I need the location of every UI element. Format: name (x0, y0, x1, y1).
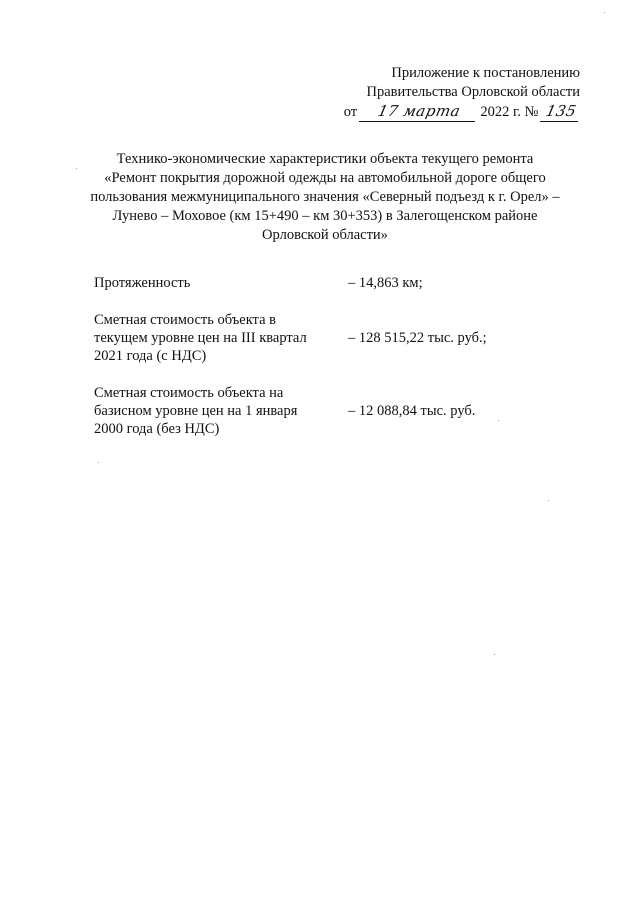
from-prefix: от (343, 104, 358, 120)
row-value: – 12 088,84 тыс. руб. (348, 403, 476, 419)
row-label (94, 311, 348, 365)
year-number-label: 2022 г. № (480, 104, 539, 120)
handwritten-number: 135 (540, 102, 582, 122)
characteristic-row-current-cost (94, 311, 564, 365)
scan-speck (98, 462, 99, 463)
scan-speck (498, 420, 499, 421)
row-label-line: 2021 года (с НДС) (94, 348, 207, 364)
title-line: Орловской области» (262, 227, 388, 243)
scan-speck (548, 500, 549, 501)
attachment-line-2: Правительства Орловской области (366, 84, 580, 100)
row-label (94, 384, 348, 438)
row-label-line: базисном уровне цен на 1 января (94, 403, 298, 419)
attachment-date-line (340, 102, 580, 122)
row-label-line: Сметная стоимость объекта на (94, 385, 284, 401)
characteristic-row-base-cost (94, 384, 564, 438)
document-title (80, 150, 570, 245)
row-value: – 14,863 км; (348, 275, 423, 291)
characteristic-row-length (94, 274, 564, 292)
characteristics-list (94, 274, 564, 457)
handwritten-date: 17 марта (359, 102, 479, 122)
title-line: «Ремонт покрытия дорожной одежды на автомобильной дороге общего (104, 170, 546, 186)
row-label (94, 274, 348, 292)
row-label-line: текущем уровне цен на III квартал (94, 330, 307, 346)
scan-speck (604, 12, 605, 13)
row-value: – 128 515,22 тыс. руб.; (348, 330, 487, 346)
title-line: Лунево – Моховое (км 15+490 – км 30+353) в Залегощенском районе (112, 208, 538, 224)
row-label-line: Сметная стоимость объекта в (94, 312, 276, 328)
title-line: Технико-экономические характеристики объекта текущего ремонта (116, 151, 534, 167)
scan-speck (76, 168, 77, 169)
scan-speck (494, 654, 495, 655)
title-line: пользования межмуниципального значения «Северный подъезд к г. Орел» – (90, 189, 560, 205)
attachment-line-1: Приложение к постановлению (391, 65, 580, 81)
attachment-header (340, 64, 580, 122)
row-label-line: Протяженность (94, 275, 191, 291)
row-label-line: 2000 года (без НДС) (94, 421, 220, 437)
